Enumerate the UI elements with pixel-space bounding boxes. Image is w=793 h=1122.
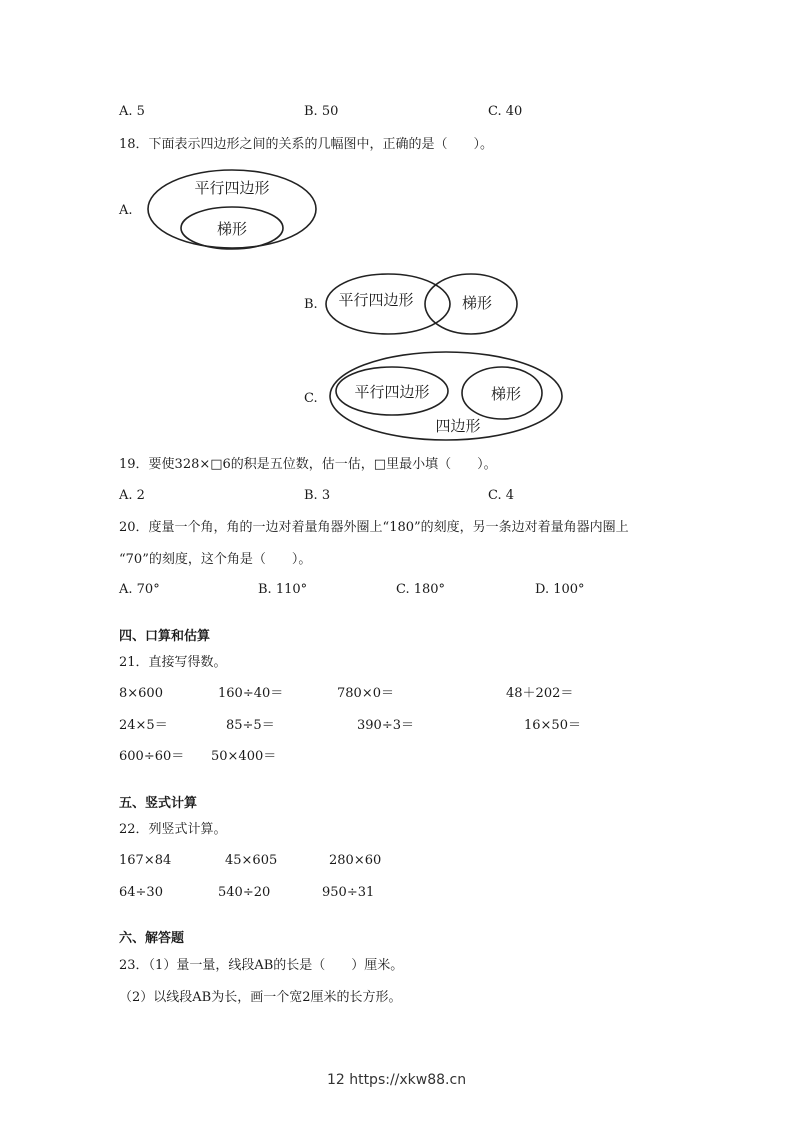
q22-instruction: 22．列竖式计算。: [119, 822, 227, 837]
q23-part1: 23．（1）量一量，线段AB的长是（ ）厘米。: [119, 958, 404, 973]
q23-part2: （2）以线段AB为长，画一个宽2厘米的长方形。: [119, 990, 402, 1005]
q20-option-b: B. 110°: [258, 582, 308, 597]
q18-diagram-b: [324, 272, 522, 338]
q20-question-line2: “70”的刻度，这个角是（ ）。: [119, 552, 312, 567]
q20-option-c: C. 180°: [396, 582, 446, 597]
q21-item: 600÷60＝: [119, 749, 185, 764]
q21-item: 390÷3＝: [357, 718, 414, 733]
q21-instruction: 21．直接写得数。: [119, 655, 227, 670]
q22-item: 950÷31: [322, 885, 375, 900]
q18-b-left-label: 平行四边形: [338, 291, 414, 309]
section5-heading: 五、竖式计算: [119, 796, 198, 811]
q21-item: 85÷5＝: [226, 718, 275, 733]
q18-question: 18．下面表示四边形之间的关系的几幅图中，正确的是（ ）。: [119, 137, 494, 152]
q18-option-c-letter: C.: [304, 391, 318, 406]
q18-c-right-label: 梯形: [490, 385, 522, 403]
q21-item: 8×600: [119, 686, 163, 701]
q20-option-d: D. 100°: [535, 582, 585, 597]
q22-item: 45×605: [225, 853, 278, 868]
q22-item: 167×84: [119, 853, 172, 868]
q18-a-outer-label: 平行四边形: [194, 179, 270, 197]
q18-c-left-label: 平行四边形: [354, 383, 430, 401]
page-footer: 12 https://xkw88.cn: [326, 1072, 467, 1088]
section4-heading: 四、口算和估算: [119, 629, 211, 644]
q20-question-line1: 20．度量一个角，角的一边对着量角器外圈上“180”的刻度，另一条边对着量角器内圈上: [119, 520, 629, 535]
q18-c-outer-label: 四边形: [435, 417, 481, 435]
q17-option-a: A. 5: [119, 104, 145, 119]
q21-item: 50×400＝: [211, 749, 277, 764]
q22-item: 280×60: [329, 853, 382, 868]
q17-option-c: C. 40: [488, 104, 523, 119]
q19-option-c: C. 4: [488, 488, 515, 503]
q21-item: 780×0＝: [337, 686, 394, 701]
q18-diagram-c: [329, 350, 567, 444]
q21-item: 24×5＝: [119, 718, 168, 733]
q19-question: 19．要使328×□6的积是五位数，估一估，□里最小填（ ）。: [119, 457, 497, 472]
q18-diagram-a: [146, 168, 321, 258]
q17-option-b: B. 50: [304, 104, 339, 119]
q19-option-b: B. 3: [304, 488, 331, 503]
q20-option-a: A. 70°: [119, 582, 160, 597]
q18-option-a-letter: A.: [119, 203, 133, 218]
q21-item: 160÷40＝: [218, 686, 284, 701]
q18-b-right-label: 梯形: [461, 294, 493, 312]
q22-item: 64÷30: [119, 885, 163, 900]
q19-option-a: A. 2: [119, 488, 145, 503]
section6-heading: 六、解答题: [119, 931, 185, 946]
q18-option-b-letter: B.: [304, 297, 318, 312]
q18-a-inner-label: 梯形: [216, 220, 248, 238]
q21-item: 16×50＝: [524, 718, 581, 733]
q21-item: 48＋202＝: [506, 686, 574, 701]
q22-item: 540÷20: [218, 885, 271, 900]
